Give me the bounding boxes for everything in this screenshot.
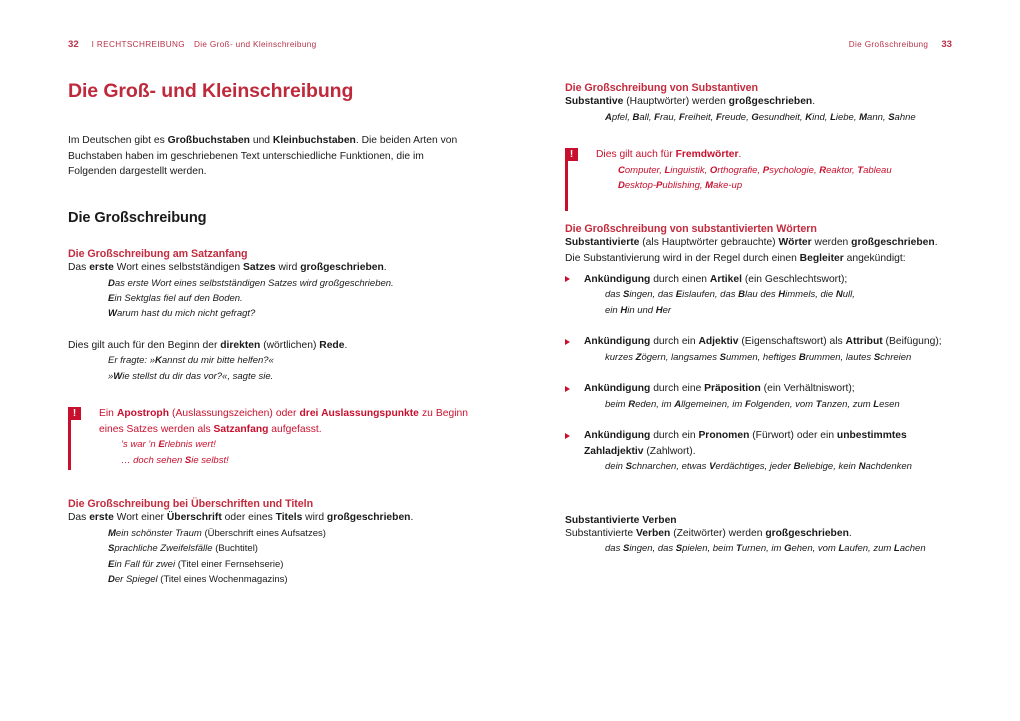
- example-line: Er fragte: »Kannst du mir bitte helfen?«: [108, 355, 274, 367]
- callout-stem: [565, 161, 568, 211]
- example-line: Ein Sektglas fiel auf den Boden.: [108, 292, 243, 304]
- example-line: Der Spiegel (Titel eines Wochenmagazins): [108, 573, 288, 585]
- example-line: ein Hin und Her: [605, 304, 672, 316]
- breadcrumb-chapter: Die Groß- und Kleinschreibung: [193, 40, 317, 49]
- list-item-text: Ankündigung durch einen Artikel (ein Geschlechtswort);: [584, 273, 848, 285]
- list-item-text: Ankündigung durch ein Pronomen (Fürwort) oder ein unbestimmtes Zahladjektiv (Zahlwort).: [584, 430, 907, 457]
- callout-text: Dies gilt auch für Fremdwörter.: [596, 149, 742, 161]
- running-head-right: [849, 39, 952, 50]
- example-line: Apfel, Ball, Frau, Freiheit, Freude, Gesundheit, Kind, Liebe, Mann, Sahne: [605, 111, 916, 123]
- triangle-bullet-icon: [565, 339, 570, 345]
- example-line: Sprachliche Zweifelsfälle (Buchtitel): [108, 543, 258, 555]
- breadcrumb-chapter-right: Die Großschreibung: [848, 40, 929, 49]
- callout-fremdwoerter: [565, 147, 965, 193]
- example-line: »Wie stellst du dir das vor?«, sagte sie.: [108, 370, 274, 382]
- triangle-bullet-icon: [565, 386, 570, 392]
- intro-paragraph: Im Deutschen gibt es Großbuchstaben und Kleinbuchstaben. Die beiden Arten von Buchstaben haben im geschriebenen Text unterschiedliche Funktionen, die im Folgenden dargestellt werden.: [68, 135, 458, 178]
- rule-ueberschriften: Das erste Wort einer Überschrift oder eines Titels wird großgeschrieben.: [68, 512, 414, 524]
- rule-substantive: Substantive (Hauptwörter) werden großgeschrieben.: [565, 96, 816, 107]
- example-line: Warum hast du mich nicht gefragt?: [108, 308, 256, 320]
- running-head-left: [68, 39, 317, 50]
- exclamation-mark-glyph: !: [565, 148, 578, 161]
- page-title: Die Groß- und Kleinschreibung: [68, 80, 354, 102]
- list-item: [565, 428, 965, 475]
- breadcrumb-section: I RECHTSCHREIBUNG: [91, 40, 185, 49]
- section-heading-grossschreibung: Die Großschreibung: [68, 209, 207, 226]
- list-item: [565, 272, 965, 318]
- example-line: Das erste Wort eines selbstständigen Satzes wird großgeschrieben.: [108, 277, 394, 289]
- subheading-substantive: Die Großschreibung von Substantiven: [565, 82, 759, 94]
- list-item: [565, 334, 965, 365]
- subheading-substantivierte-verben: Substantivierte Verben: [565, 514, 677, 526]
- subheading-substantivierte-woerter: Die Großschreibung von substantivierten Wörtern: [565, 223, 817, 236]
- exclamation-mark-glyph: !: [68, 407, 81, 420]
- subheading-ueberschriften: Die Großschreibung bei Überschriften und Titeln: [68, 498, 314, 511]
- callout-stem: [68, 420, 71, 470]
- callout-apostroph: [68, 406, 468, 468]
- callout-example-line: ’s war ’n Erlebnis wert!: [121, 439, 216, 451]
- callout-example-line: … doch sehen Sie selbst!: [121, 454, 229, 466]
- rule-direkte-rede: Dies gilt auch für den Beginn der direkten (wörtlichen) Rede.: [68, 339, 348, 351]
- page-number-right: 33: [941, 39, 952, 50]
- rule-substantivierte: Substantivierte (als Hauptwörter gebrauchte) Wörter werden großgeschrieben.: [565, 237, 938, 249]
- example-line: dein Schnarchen, etwas Verdächtiges, jeder Beliebige, kein Nachdenken: [605, 461, 912, 473]
- callout-text: Ein Apostroph (Auslassungszeichen) oder drei Auslassungspunkte zu Beginn eines Satzes werden als Satzanfang aufgefasst.: [99, 408, 468, 435]
- exclamation-icon: [565, 148, 578, 211]
- callout-example-line: Computer, Linguistik, Orthografie, Psychologie, Reaktor, Tableau: [618, 164, 892, 176]
- subheading-satzanfang: Die Großschreibung am Satzanfang: [68, 247, 248, 260]
- example-line: kurzes Zögern, langsames Summen, heftiges Brummen, lautes Schreien: [605, 351, 912, 363]
- example-line: Mein schönster Traum (Überschrift eines Aufsatzes): [108, 527, 326, 539]
- triangle-bullet-icon: [565, 276, 570, 282]
- exclamation-icon: [68, 407, 81, 470]
- right-page-column: [565, 72, 965, 557]
- rule-satzanfang: Das erste Wort eines selbstständigen Satzes wird großgeschrieben.: [68, 261, 387, 273]
- triangle-bullet-icon: [565, 433, 570, 439]
- example-line: beim Reden, im Allgemeinen, im Folgenden, vom Tanzen, zum Lesen: [605, 398, 900, 410]
- rule-verben: Substantivierte Verben (Zeitwörter) werden großgeschrieben.: [565, 527, 852, 539]
- example-line: Ein Fall für zwei (Titel einer Fernsehserie): [108, 558, 284, 570]
- example-line: das Singen, das Spielen, beim Turnen, im Gehen, vom Laufen, zum Lachen: [605, 543, 926, 555]
- list-item: [565, 381, 965, 412]
- left-page-column: [68, 72, 468, 587]
- example-line: das Singen, das Eislaufen, das Blau des Himmels, die Null,: [605, 289, 855, 301]
- page-number-left: 32: [68, 39, 79, 50]
- list-item-text: Ankündigung durch eine Präposition (ein Verhältniswort);: [584, 383, 855, 395]
- rule-begleiter: Die Substantivierung wird in der Regel durch einen Begleiter angekündigt:: [565, 253, 906, 265]
- list-item-text: Ankündigung durch ein Adjektiv (Eigenschaftswort) als Attribut (Beifügung);: [584, 336, 942, 348]
- callout-example-line: Desktop-Publishing, Make-up: [618, 180, 743, 192]
